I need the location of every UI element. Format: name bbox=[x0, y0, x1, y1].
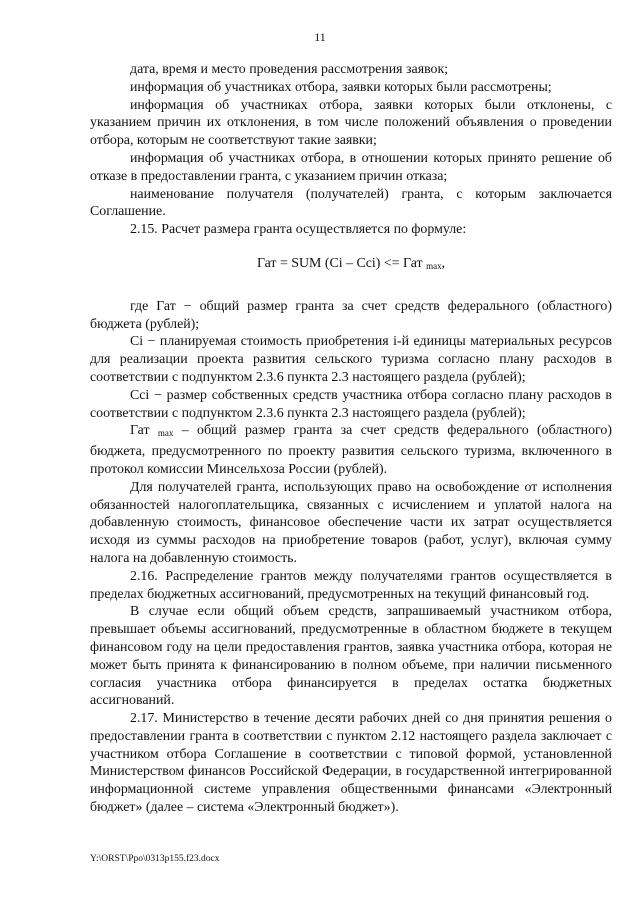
gat-max-lead: Гат bbox=[130, 423, 150, 439]
paragraph-review-date: дата, время и место проведения рассмотрения заявок; bbox=[130, 62, 449, 77]
paragraph-excess-request: В случае если общий объем средств, запрашиваемый участником отбора, превышает объемы ассигнований, предусмотренные в областном бюджете в текущем финансовом году на цели предоставления грантов, заявка участника отбора, которая не может быть принята к финансированию в полном объеме, при наличии письменного согласия участника отбора финансируется в пределах остатка бюджетных ассигнований. bbox=[90, 604, 612, 709]
paragraph-grant-recipient: наименование получателя (получателей) гранта, с которым заключается Соглашение. bbox=[90, 186, 612, 220]
paragraph-2-16: 2.16. Распределение грантов между получателями грантов осуществляется в пределах бюджетных ассигнований, предусмотренных на текущий финансовый год. bbox=[90, 568, 612, 602]
paragraph-rejected-participants: информация об участниках отбора, заявки которых были отклонены, с указанием причин их отклонения, в том числе положений объявления о проведении отбора, которым не соответствуют такие заявки; bbox=[90, 97, 612, 149]
paragraph-reviewed-participants: информация об участниках отбора, заявки которых были рассмотрены; bbox=[130, 79, 552, 95]
gat-max-subscript: max bbox=[157, 428, 174, 439]
formula-tail: , bbox=[441, 255, 446, 271]
definition-ci: Сi − планируемая стоимость приобретения i-й единицы материальных ресурсов для реализации проекта развития сельского туризма согласно плану расходов в соответствии с подпунктом 2.3.6 пункта 2.3 настоящего раздела (рублей); bbox=[90, 334, 612, 385]
paragraph-vat-exemption: Для получателей гранта, использующих право на освобождение от исполнения обязанностей налогоплательщика, связанных с исчислением и уплатой налога на добавленную стоимость, финансовое обеспечение части их затрат осуществляется исходя из суммы расходов на приобретение товаров (работ, услуг), включая сумму налога на добавленную стоимость. bbox=[90, 479, 612, 566]
definition-cci: Cci − размер собственных средств участника отбора согласно плану расходов в соответствии с подпунктом 2.3.6 пункта 2.3 настоящего раздела (рублей); bbox=[90, 387, 612, 421]
definition-gat: где Гат − общий размер гранта за счет средств федерального (областного) бюджета (рублей); bbox=[90, 298, 612, 332]
paragraph-2-17: 2.17. Министерство в течение десяти рабочих дней со дня принятия решения о предоставлении гранта в соответствии с пунктом 2.12 настоящего раздела заключает с участником отбора Соглашение в соответствии с типовой формой, установленной Министерством финансов Российской Федерации, в государственной интегрированной информационной системе управления общественными финансами «Электронный бюджет» (далее – система «Электронный бюджет»). bbox=[90, 711, 612, 816]
paragraph-2-15: 2.15. Расчет размера гранта осуществляется по формуле: bbox=[130, 222, 467, 238]
page-number: 11 bbox=[314, 30, 326, 44]
paragraph-refused-participants: информация об участниках отбора, в отношении которых принято решение об отказе в предоставлении гранта, с указанием причин отказа; bbox=[90, 150, 612, 184]
definition-gat-max bbox=[90, 422, 612, 478]
formula-main: Гат = SUM (Ci – Cci) <= Гат bbox=[256, 255, 423, 271]
footer-file-path: Y:\ORST\Ppo\0313p155.f23.docx bbox=[90, 854, 220, 864]
grant-formula bbox=[90, 255, 612, 276]
gat-max-rest: – общий размер гранта за счет средств федерального (областного) бюджета, предусмотренного по проекту развития сельского туризма, включенного в протокол комиссии Минсельхоза России (рублей). bbox=[90, 423, 612, 477]
formula-subscript: max bbox=[426, 260, 442, 271]
document-body bbox=[90, 61, 612, 817]
